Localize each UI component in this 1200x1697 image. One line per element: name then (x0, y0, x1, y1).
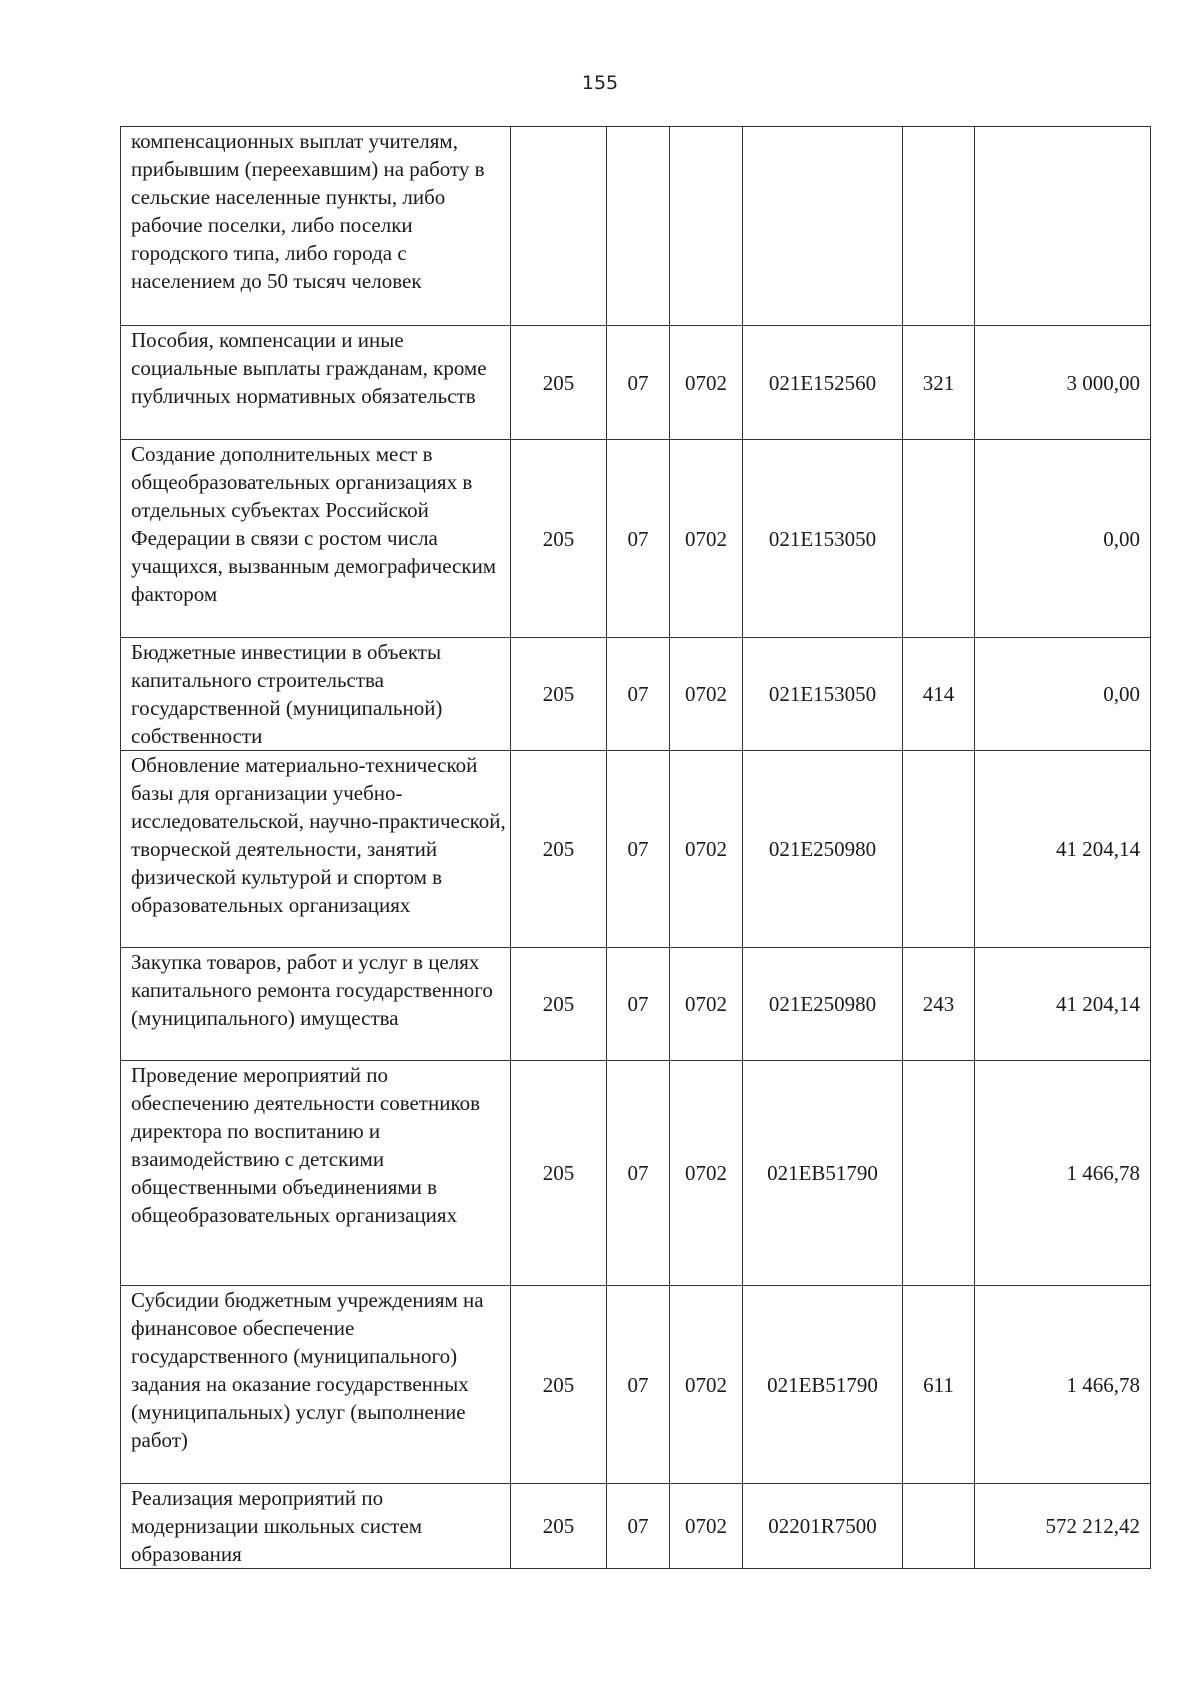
row-name-cell: Пособия, компенсации и иные социальные выплаты гражданам, кроме публичных нормативных обязательств (121, 326, 511, 440)
csr-cell: 02201R7500 (743, 1484, 903, 1569)
table-row (121, 1061, 1151, 1286)
csr-cell: 021Е250980 (743, 751, 903, 948)
row-name-cell: Проведение мероприятий по обеспечению деятельности советников директора по воспитанию и взаимодействию с детскими общественными объединениями в общеобразовательных организациях (121, 1061, 511, 1286)
page-number: 155 (581, 72, 619, 94)
rz-cell: 07 (607, 1484, 670, 1569)
row-name-cell: Закупка товаров, работ и услуг в целях капитального ремонта государственного (муниципального) имущества (121, 948, 511, 1061)
row-name-cell: Обновление материально-технической базы для организации учебно-исследовательской, научно-практической, творческой деятельности, занятий физической культурой и спортом в образовательных организациях (121, 751, 511, 948)
table-row (121, 440, 1151, 638)
prz-cell (670, 127, 743, 326)
sum-cell: 1 466,78 (975, 1061, 1151, 1286)
prz-cell: 0702 (670, 1061, 743, 1286)
ved-cell: 205 (511, 948, 607, 1061)
table-row (121, 751, 1151, 948)
row-name-cell: Субсидии бюджетным учреждениям на финансовое обеспечение государственного (муниципального) задания на оказание государственных (муниципальных) услуг (выполнение работ) (121, 1286, 511, 1484)
prz-cell: 0702 (670, 948, 743, 1061)
vr-cell: 321 (903, 326, 975, 440)
row-name-cell: компенсационных выплат учителям, прибывшим (переехавшим) на работу в сельские населенные пункты, либо рабочие поселки, либо поселки городского типа, либо города с населением до 50 тысяч человек (121, 127, 511, 326)
rz-cell: 07 (607, 440, 670, 638)
csr-cell (743, 127, 903, 326)
sum-cell: 3 000,00 (975, 326, 1151, 440)
rz-cell: 07 (607, 1286, 670, 1484)
rz-cell (607, 127, 670, 326)
ved-cell (511, 127, 607, 326)
ved-cell: 205 (511, 1061, 607, 1286)
rz-cell: 07 (607, 751, 670, 948)
row-name-cell: Реализация мероприятий по модернизации школьных систем образования (121, 1484, 511, 1569)
vr-cell (903, 440, 975, 638)
sum-cell: 41 204,14 (975, 751, 1151, 948)
prz-cell: 0702 (670, 1484, 743, 1569)
vr-cell (903, 127, 975, 326)
ved-cell: 205 (511, 1484, 607, 1569)
vr-cell (903, 751, 975, 948)
csr-cell: 021Е152560 (743, 326, 903, 440)
ved-cell: 205 (511, 1286, 607, 1484)
csr-cell: 021Е153050 (743, 638, 903, 751)
vr-cell (903, 1061, 975, 1286)
sum-cell: 0,00 (975, 638, 1151, 751)
prz-cell: 0702 (670, 326, 743, 440)
csr-cell: 021Е250980 (743, 948, 903, 1061)
ved-cell: 205 (511, 326, 607, 440)
ved-cell: 205 (511, 751, 607, 948)
vr-cell: 414 (903, 638, 975, 751)
sum-cell (975, 127, 1151, 326)
prz-cell: 0702 (670, 751, 743, 948)
csr-cell: 021ЕВ51790 (743, 1061, 903, 1286)
vr-cell: 243 (903, 948, 975, 1061)
rz-cell: 07 (607, 638, 670, 751)
csr-cell: 021Е153050 (743, 440, 903, 638)
sum-cell: 1 466,78 (975, 1286, 1151, 1484)
sum-cell: 41 204,14 (975, 948, 1151, 1061)
table-row (121, 948, 1151, 1061)
prz-cell: 0702 (670, 440, 743, 638)
table-row (121, 1286, 1151, 1484)
rz-cell: 07 (607, 1061, 670, 1286)
table-row (121, 638, 1151, 751)
budget-table (120, 126, 1151, 1569)
prz-cell: 0702 (670, 1286, 743, 1484)
ved-cell: 205 (511, 440, 607, 638)
row-name-cell: Создание дополнительных мест в общеобразовательных организациях в отдельных субъектах Российской Федерации в связи с ростом числа учащихся, вызванным демографическим фактором (121, 440, 511, 638)
csr-cell: 021ЕВ51790 (743, 1286, 903, 1484)
table-row (121, 1484, 1151, 1569)
rz-cell: 07 (607, 948, 670, 1061)
sum-cell: 0,00 (975, 440, 1151, 638)
table-row (121, 127, 1151, 326)
vr-cell (903, 1484, 975, 1569)
table-row (121, 326, 1151, 440)
vr-cell: 611 (903, 1286, 975, 1484)
prz-cell: 0702 (670, 638, 743, 751)
ved-cell: 205 (511, 638, 607, 751)
sum-cell: 572 212,42 (975, 1484, 1151, 1569)
row-name-cell: Бюджетные инвестиции в объекты капитального строительства государственной (муниципальной) собственности (121, 638, 511, 751)
rz-cell: 07 (607, 326, 670, 440)
